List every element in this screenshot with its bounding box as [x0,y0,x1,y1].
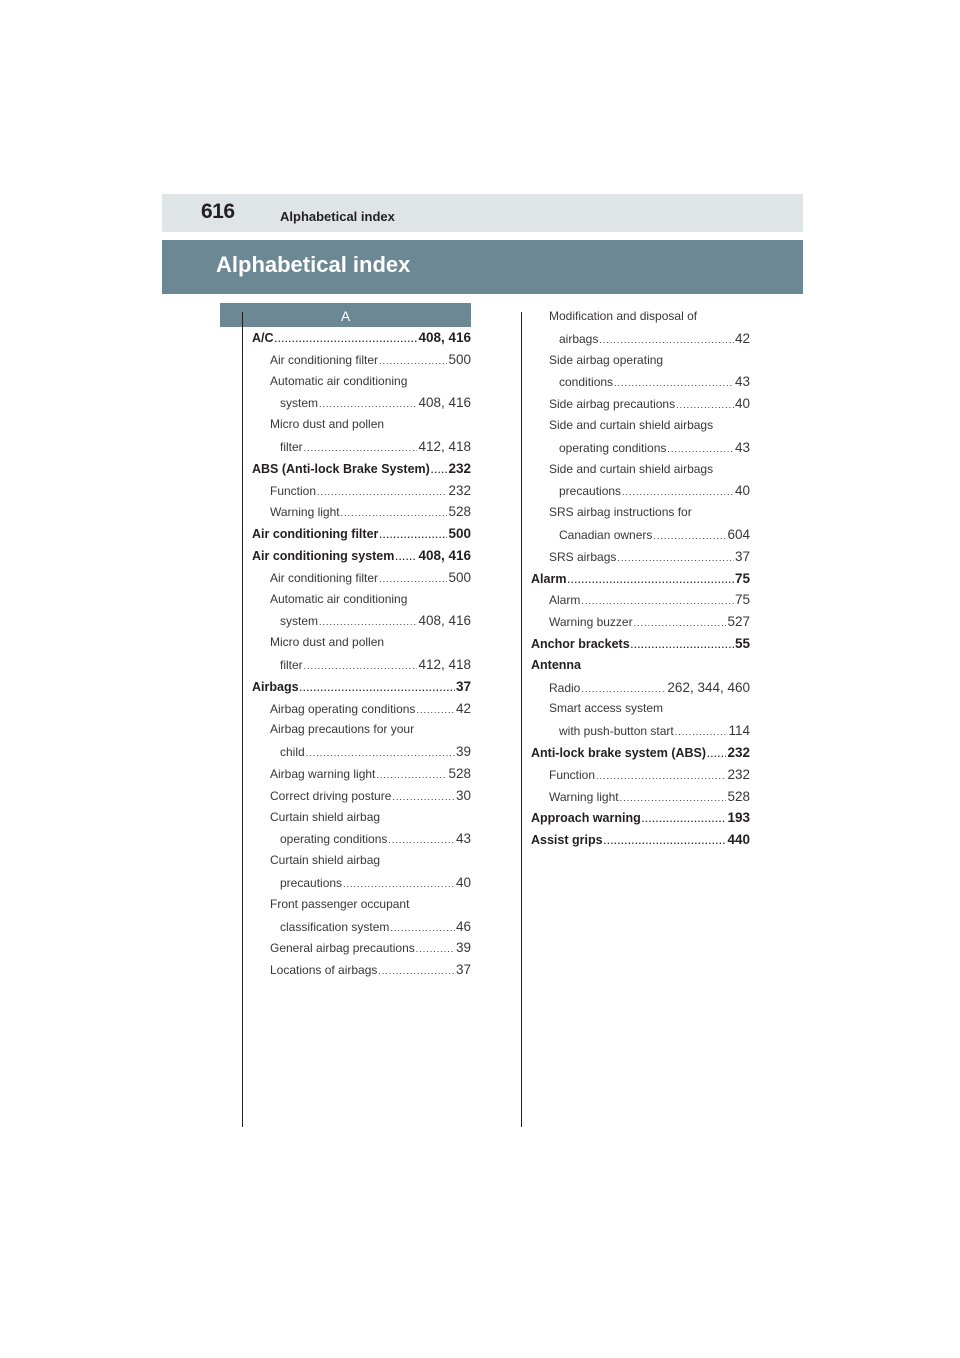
index-entry [252,719,471,741]
index-entry-term: Side airbag precautions [549,397,676,412]
dot-leader [642,809,727,831]
index-entry-term: SRS airbags [549,549,617,564]
index-entry [252,959,471,981]
index-entry [252,850,471,872]
index-entry-term: Function [270,483,317,498]
index-entry [252,698,471,720]
dot-leader [614,373,734,395]
dot-leader [378,961,455,983]
index-entry [252,480,471,502]
dot-leader [376,765,447,787]
index-entry [252,763,471,785]
index-entry [252,349,471,371]
index-entry [252,894,471,916]
index-entry-page-ref[interactable]: 528 [727,788,750,804]
index-entry-page-ref[interactable]: 193 [727,810,750,826]
index-entry [531,698,750,720]
index-entry-term: ABS (Anti-lock Brake System) [252,461,430,476]
dot-leader [567,570,734,592]
index-entry-term: Function [549,767,596,782]
index-entry [252,414,471,436]
dot-leader [634,613,727,635]
index-entry-term: Airbags [252,679,299,694]
index-entry [531,655,750,677]
index-entry-page-ref[interactable]: 232 [727,766,750,782]
index-entry [531,328,750,350]
index-entry [531,633,750,655]
index-entry [531,371,750,393]
dot-leader [300,678,455,700]
index-entry [252,741,471,763]
index-entry-term: Side airbag operating [549,352,664,367]
index-entry [252,567,471,589]
index-entry [531,589,750,611]
index-entry-term: conditions [559,375,614,390]
index-entry-page-ref[interactable]: 528 [448,765,471,781]
index-entry [252,458,471,480]
index-entry-page-ref[interactable]: 114 [728,723,750,739]
column-divider-left [242,312,243,1127]
index-entry-term: Front passenger occupant [270,896,410,911]
index-entry [531,393,750,415]
index-entry-term: Approach warning [531,811,641,826]
index-entry [252,807,471,829]
index-entry [252,676,471,698]
index-entry [252,610,471,632]
index-entry-page-ref[interactable]: 232 [727,744,750,760]
index-entry-term: Alarm [549,593,581,608]
index-entry-term: Air conditioning system [252,548,395,563]
index-entry-page-ref[interactable]: 408, 416 [418,330,471,345]
index-entry-page-ref[interactable]: 55 [734,635,750,651]
index-entry-page-ref[interactable]: 30 [455,787,471,803]
index-entry-page-ref[interactable]: 37 [455,962,471,978]
index-entry-term: Antenna [531,657,581,672]
index-entry-page-ref[interactable]: 75 [734,570,750,586]
index-entry-page-ref[interactable]: 527 [727,614,750,630]
index-entry-page-ref[interactable]: 412, 418 [418,438,471,454]
index-entry [252,545,471,567]
index-entry-term: Curtain shield airbag [270,853,381,868]
index-entry-term: A/C [252,331,274,345]
index-entry-page-ref[interactable]: 39 [455,744,471,760]
index-entry [531,807,750,829]
index-entry [252,872,471,894]
index-entry-term: Canadian owners [559,527,653,542]
index-entry-term: Anti-lock brake system (ABS) [531,745,707,760]
index-entry-term: filter [280,657,303,672]
index-entry [252,436,471,458]
index-entry [531,677,750,699]
index-entry [531,415,750,437]
dot-leader [392,787,455,809]
column-divider-right [521,312,522,1127]
index-entry-page-ref[interactable]: 500 [448,526,471,542]
index-entry-page-ref[interactable]: 40 [734,483,750,499]
index-entry-term: precautions [559,484,622,499]
dot-leader [304,438,418,460]
dot-leader [599,330,734,352]
index-entry [252,785,471,807]
index-entry-term: Modification and disposal of [549,309,698,323]
dot-leader [581,591,734,613]
index-entry-page-ref[interactable]: 43 [734,439,750,455]
dot-leader [675,722,728,744]
dot-leader [676,395,734,417]
letter-section-header: A [220,303,471,327]
index-entry-term: operating conditions [559,440,667,455]
index-entry [531,437,750,459]
index-entry-page-ref[interactable]: 43 [455,831,471,847]
index-entry-term: Smart access system [549,701,664,716]
index-entry-term: Curtain shield airbag [270,809,381,824]
index-column-left [252,327,471,981]
index-entry-page-ref[interactable]: 37 [455,678,471,694]
index-entry [252,392,471,414]
index-entry-term: precautions [280,875,343,890]
index-entry-page-ref[interactable]: 43 [734,374,750,390]
index-entry-term: Air conditioning filter [270,570,379,585]
index-entry-term: Airbag precautions for your [270,722,415,737]
index-entry-term: Air conditioning filter [270,352,379,367]
index-entry-term: Micro dust and pollen [270,417,385,432]
index-entry [252,501,471,523]
dot-leader [306,743,455,765]
index-column-right [531,306,750,851]
index-entry-term: Side and curtain shield airbags [549,417,714,432]
dot-leader [416,939,455,961]
dot-leader [631,635,734,657]
index-entry [531,720,750,742]
index-entry-term: Automatic air conditioning [270,591,408,606]
index-entry [531,306,750,328]
dot-leader [390,918,455,940]
index-entry-page-ref[interactable]: 604 [727,526,750,542]
running-header-title: Alphabetical index [280,209,395,224]
index-entry [531,568,750,590]
dot-leader [622,482,734,504]
index-entry-page-ref[interactable]: 42 [734,330,750,346]
index-entry-page-ref[interactable]: 232 [448,482,471,498]
dot-leader [416,700,455,722]
dot-leader [341,503,448,525]
index-entry-term: Anchor brackets [531,636,630,651]
index-entry-page-ref[interactable]: 408, 416 [418,613,471,629]
index-entry-term: General airbag precautions [270,941,415,956]
index-entry [531,459,750,481]
index-entry-term: Warning light [270,505,340,520]
dot-leader [275,329,418,351]
index-entry-page-ref[interactable]: 408, 416 [418,395,471,411]
dot-leader [604,831,727,853]
index-entry [252,371,471,393]
index-entry [531,764,750,786]
index-entry-term: Airbag operating conditions [270,701,416,716]
index-entry-term: filter [280,439,303,454]
dot-leader [388,830,455,852]
index-entry-page-ref[interactable]: 46 [455,918,471,934]
index-entry-term: Micro dust and pollen [270,635,385,650]
index-entry-term: classification system [280,919,390,934]
index-entry-term: Automatic air conditioning [270,373,408,388]
index-entry-term: Correct driving posture [270,788,392,803]
dot-leader [707,744,726,766]
index-entry-page-ref[interactable]: 412, 418 [418,656,471,672]
dot-leader [395,547,417,569]
index-entry [531,742,750,764]
index-entry-page-ref[interactable]: 40 [455,874,471,890]
index-entry-page-ref[interactable]: 232 [448,460,471,476]
index-entry-page-ref[interactable]: 40 [734,396,750,412]
index-entry [531,611,750,633]
index-entry [252,632,471,654]
dot-leader [379,351,447,373]
dot-leader [319,612,417,634]
dot-leader [379,525,447,547]
index-entry-term: operating conditions [280,832,388,847]
index-entry [531,829,750,851]
index-entry-term: Side and curtain shield airbags [549,461,714,476]
index-entry-page-ref[interactable]: 500 [448,351,471,367]
index-entry-term: with push-button start [559,724,674,739]
dot-leader [317,482,447,504]
dot-leader [581,679,666,701]
dot-leader [596,766,726,788]
dot-leader [304,656,418,678]
index-entry-term: airbags [559,331,599,346]
index-entry-page-ref[interactable]: 500 [448,569,471,585]
index-entry [531,546,750,568]
index-entry [252,828,471,850]
dot-leader [343,874,455,896]
index-entry [531,524,750,546]
index-entry-term: Assist grips [531,833,603,848]
index-entry [252,327,471,349]
index-entry-page-ref[interactable]: 528 [448,504,471,520]
index-entry [531,480,750,502]
index-entry-page-ref[interactable]: 75 [734,592,750,608]
index-entry [531,350,750,372]
dot-leader [319,394,417,416]
index-entry [531,786,750,808]
dot-leader [653,526,726,548]
index-entry [252,523,471,545]
page-title: Alphabetical index [216,252,411,277]
index-entry-term: Airbag warning light [270,766,376,781]
index-entry-page-ref[interactable]: 37 [734,548,750,564]
index-entry-term: Locations of airbags [270,963,378,978]
index-entry-term: child [280,745,305,760]
index-entry-page-ref[interactable]: 39 [455,940,471,956]
index-entry-term: Alarm [531,571,567,586]
dot-leader [620,788,727,810]
index-entry [252,937,471,959]
title-band [162,240,803,294]
index-entry-page-ref[interactable]: 42 [455,700,471,716]
index-entry [252,916,471,938]
dot-leader [617,548,734,570]
index-entry-term: SRS airbag instructions for [549,505,692,520]
dot-leader [667,439,734,461]
index-entry [252,589,471,611]
index-entry-term: Radio [549,680,581,695]
dot-leader [379,569,447,591]
index-entry-term: system [280,396,319,411]
index-entry-page-ref[interactable]: 440 [727,832,750,848]
index-entry [252,654,471,676]
index-entry-term: Warning buzzer [549,615,633,630]
index-entry-term: system [280,614,319,629]
page-number: 616 [201,200,235,223]
header-bar [162,194,803,232]
dot-leader [431,460,448,482]
index-entry-term: Warning light [549,789,619,804]
index-entry [531,502,750,524]
index-entry-page-ref[interactable]: 408, 416 [418,547,471,563]
index-entry-page-ref[interactable]: 262, 344, 460 [667,679,750,695]
index-entry-term: Air conditioning filter [252,527,379,542]
